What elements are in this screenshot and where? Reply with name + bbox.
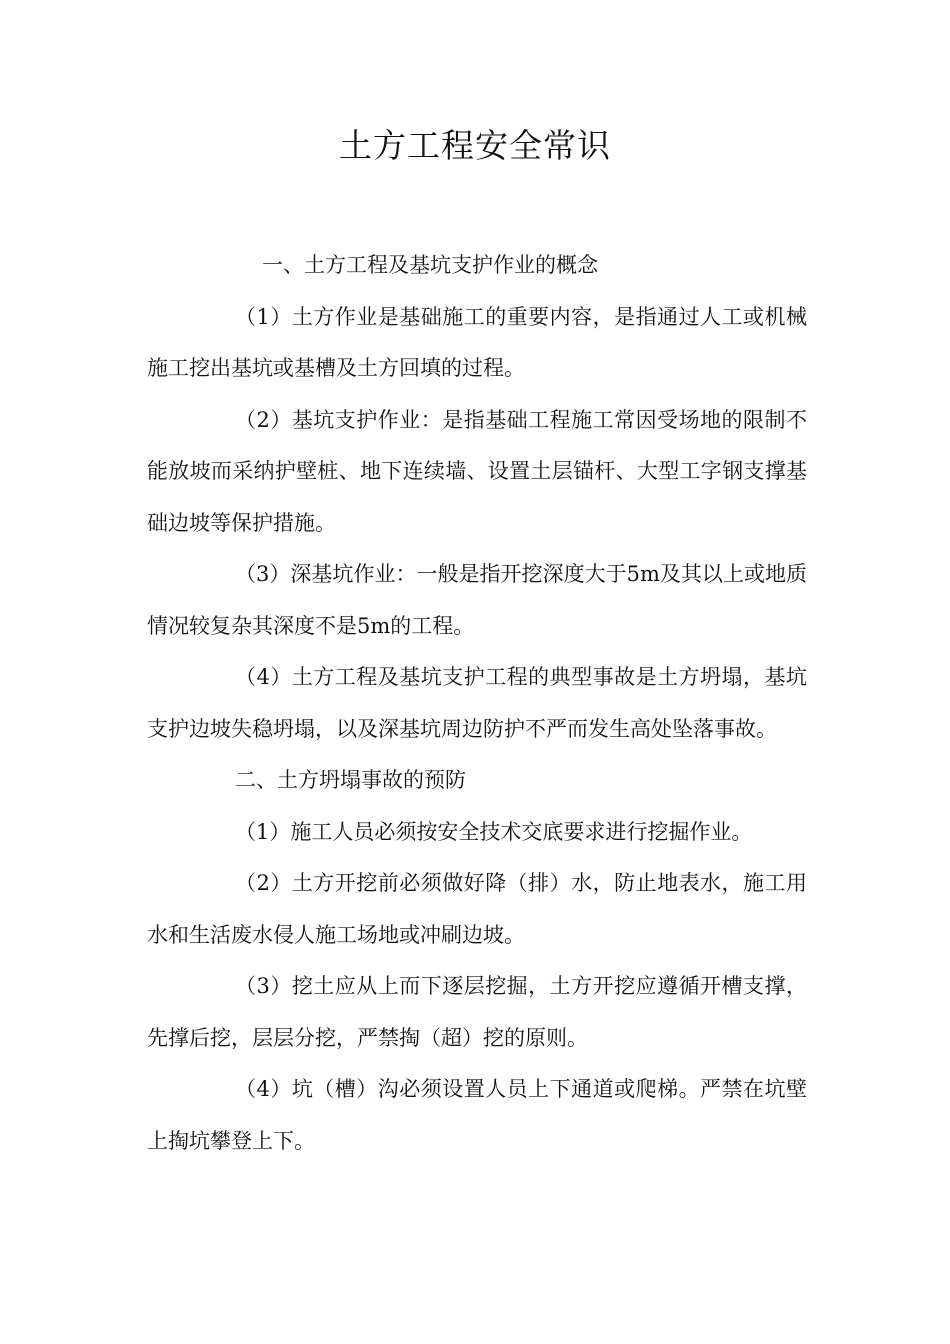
paragraph: （1）施工人员必须按安全技术交底要求进行挖掘作业。 <box>235 819 753 844</box>
section-heading: 一、土方工程及基坑支护作业的概念 <box>262 253 598 277</box>
document-body <box>147 240 807 1167</box>
paragraph: （3）挖土应从上而下逐层挖掘，土方开挖应遵循开槽支撑，先撑后挖，层层分挖，严禁掏（超）挖的原则。 <box>147 974 807 1050</box>
section-heading: 二、土方坍塌事故的预防 <box>235 768 466 792</box>
paragraph: （3）深基坑作业：一般是指开挖深度大于5m及其以上或地质情况较复杂其深度不是5m的工程。 <box>147 562 807 638</box>
document-title: 土方工程安全常识 <box>339 126 611 165</box>
paragraph: （4）土方工程及基坑支护工程的典型事故是土方坍塌，基坑支护边坡失稳坍塌，以及深基坑周边防护不严而发生高处坠落事故。 <box>147 665 807 741</box>
paragraph: （2）基坑支护作业：是指基础工程施工常因受场地的限制不能放坡而采纳护壁桩、地下连续墙、设置土层锚杆、大型工字钢支撑基础边坡等保护措施。 <box>147 407 807 535</box>
paragraph: （4）坑（槽）沟必须设置人员上下通道或爬梯。严禁在坑壁上掏坑攀登上下。 <box>147 1077 807 1153</box>
paragraph: （2）土方开挖前必须做好降（排）水，防止地表水，施工用水和生活废水侵人施工场地或冲刷边坡。 <box>147 871 807 947</box>
paragraph: （1）土方作业是基础施工的重要内容，是指通过人工或机械施工挖出基坑或基槽及土方回填的过程。 <box>147 304 807 380</box>
